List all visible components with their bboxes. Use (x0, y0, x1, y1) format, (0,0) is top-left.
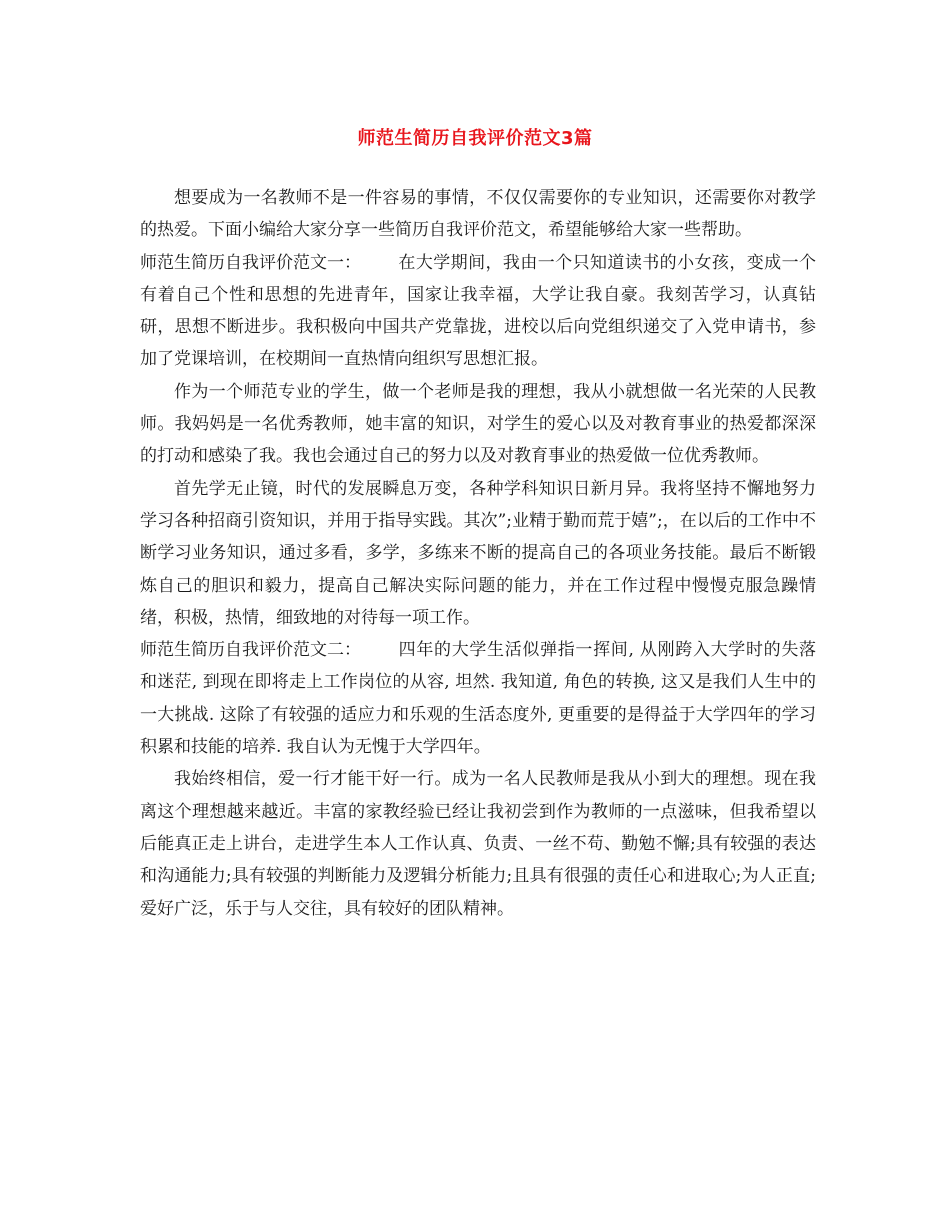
section2-paragraph-1: 四年的大学生活似弹指一挥间, 从刚跨入大学时的失落和迷茫, 到现在即将走上工作岗位的从容, 坦然. 我知道, 角色的转换, 这又是我们人生中的一大挑战. 这除了有较强的适应力和乐观的生活态度外, 更重要的是得益于大学四年的学习积累和技能的培养. 我自认为无愧于大学四年。 (140, 640, 816, 758)
section1-heading: 师范生简历自我评价范文一： (140, 252, 361, 273)
section1-paragraph-2: 作为一个师范专业的学生，做一个老师是我的理想，我从小就想做一名光荣的人民教师。我妈妈是一名优秀教师，她丰富的知识，对学生的爱心以及对教育事业的热爱都深深的打动和感染了我。我也会通过自己的努力以及对教育事业的热爱做一位优秀教师。 (140, 381, 816, 467)
section2-paragraph-2: 我始终相信，爱一行才能干好一行。成为一名人民教师是我从小到大的理想。现在我离这个理想越来越近。丰富的家教经验已经让我初尝到作为教师的一点滋味，但我希望以后能真正走上讲台，走进学生本人工作认真、负责、一丝不苟、勤勉不懈;具有较强的表达和沟通能力;具有较强的判断能力及逻辑分析能力;且具有很强的责任心和进取心;为人正直;爱好广泛，乐于与人交往，具有较好的团队精神。 (140, 769, 816, 919)
section2-first-paragraph (140, 634, 816, 763)
document-body (140, 182, 816, 925)
section2-heading: 师范生简历自我评价范文二： (140, 640, 361, 661)
document-title: 师范生简历自我评价范文3篇 (357, 128, 593, 149)
section1-first-paragraph (140, 247, 816, 376)
section1-paragraph-3: 首先学无止镜，时代的发展瞬息万变，各种学科知识日新月异。我将坚持不懈地努力学习各种招商引资知识，并用于指导实践。其次”;业精于勤而荒于嬉”;，在以后的工作中不断学习业务知识，通过多看，多学，多练来不断的提高自己的各项业务技能。最后不断锻炼自己的胆识和毅力，提高自己解决实际问题的能力，并在工作过程中慢慢克服急躁情绪，积极，热情，细致地的对待每一项工作。 (140, 478, 816, 628)
intro-paragraph: 想要成为一名教师不是一件容易的事情，不仅仅需要你的专业知识，还需要你对教学的热爱。下面小编给大家分享一些简历自我评价范文，希望能够给大家一些帮助。 (140, 188, 816, 241)
section1-paragraph-1: 在大学期间，我由一个只知道读书的小女孩，变成一个有着自己个性和思想的先进青年，国家让我幸福，大学让我自豪。我刻苦学习，认真钻研，思想不断进步。我积极向中国共产党靠拢，进校以后向党组织递交了入党申请书，参加了党课培训，在校期间一直热情向组织写思想汇报。 (140, 252, 816, 370)
